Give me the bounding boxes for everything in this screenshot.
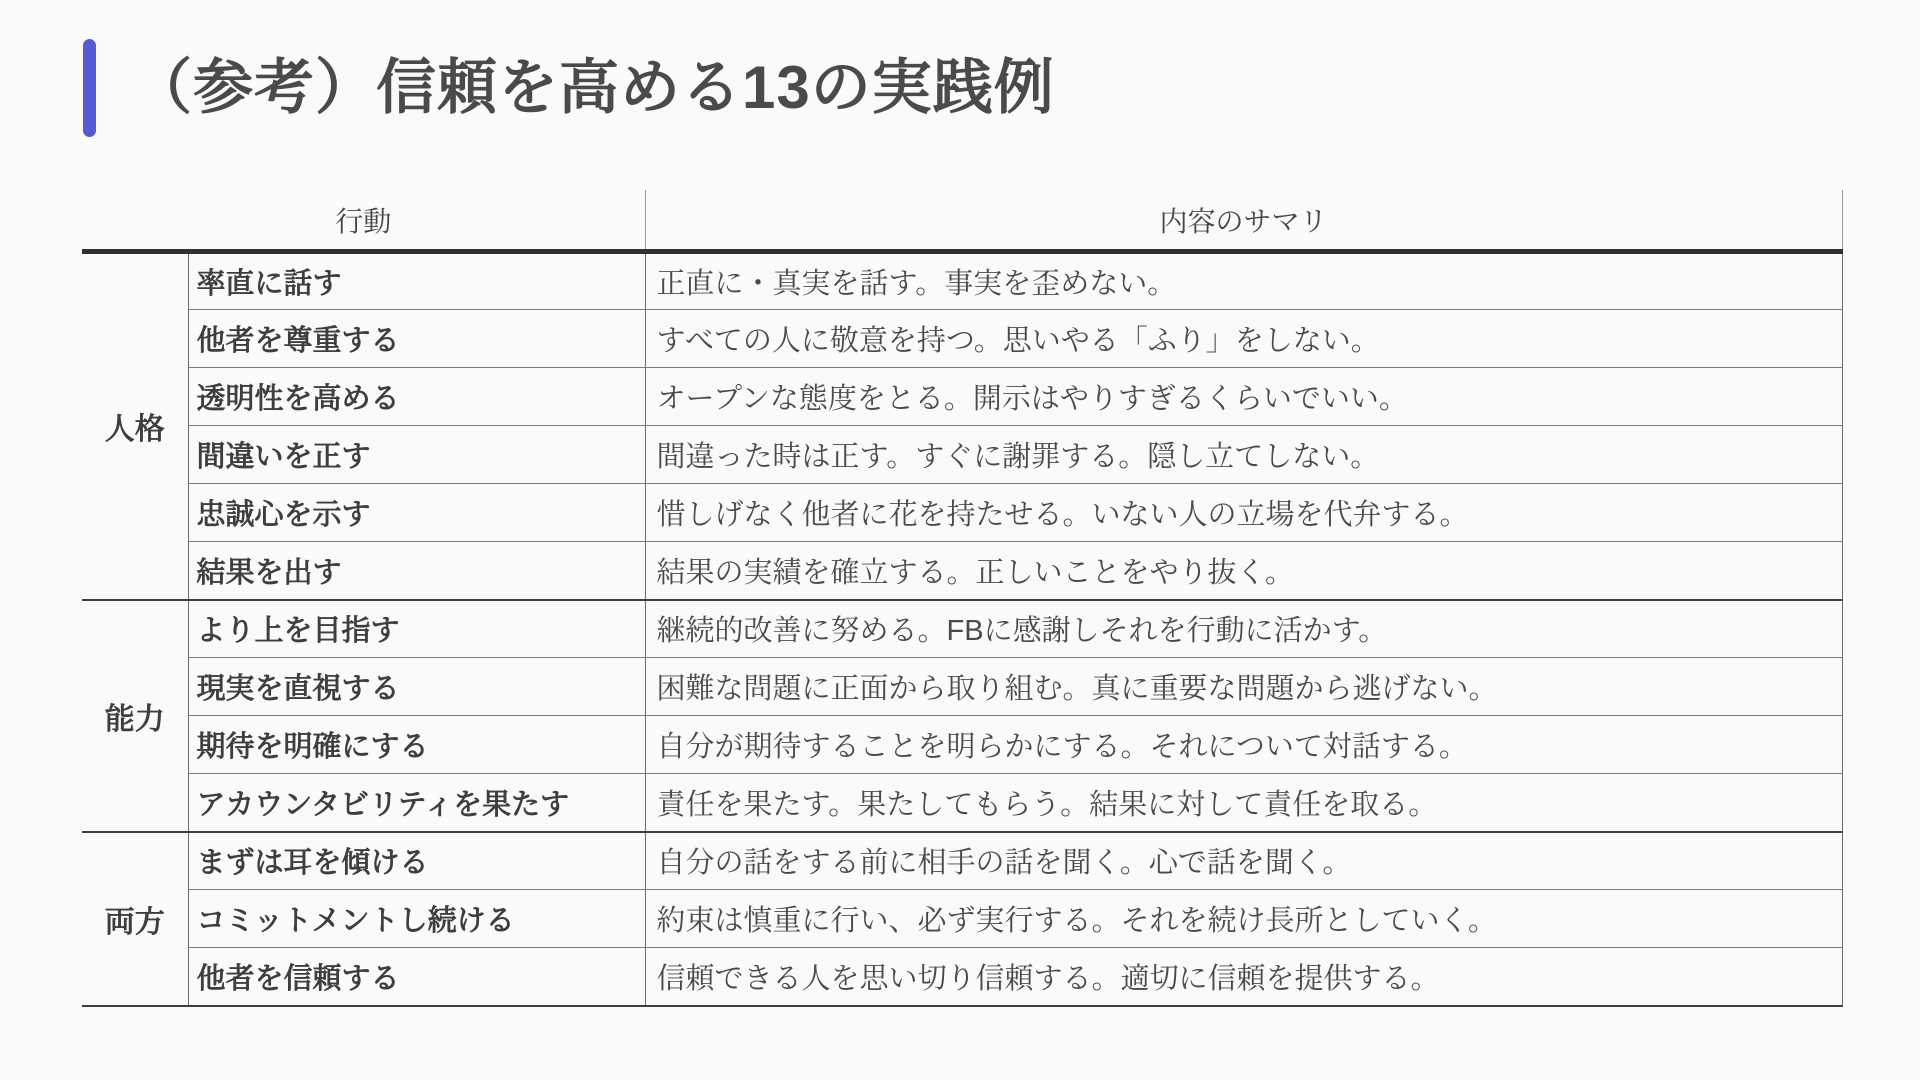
page-title: （参考）信頼を高める13の実践例 <box>132 54 1055 121</box>
action-cell: 率直に話す <box>188 252 645 310</box>
summary-cell: すべての人に敬意を持つ。思いやる「ふり」をしない。 <box>645 310 1842 368</box>
action-cell: アカウンタビリティを果たす <box>188 774 645 832</box>
table-row <box>82 600 1842 658</box>
table-row <box>82 658 1842 716</box>
table-row <box>82 774 1842 832</box>
summary-cell: オープンな態度をとる。開示はやりすぎるくらいでいい。 <box>645 368 1842 426</box>
group-cell-both: 両方 <box>82 832 188 1006</box>
action-cell: 結果を出す <box>188 542 645 600</box>
action-cell: コミットメントし続ける <box>188 890 645 948</box>
action-cell: 期待を明確にする <box>188 716 645 774</box>
summary-cell: 約束は慎重に行い、必ず実行する。それを続け長所としていく。 <box>645 890 1842 948</box>
table-row <box>82 948 1842 1006</box>
table-row <box>82 484 1842 542</box>
summary-cell: 結果の実績を確立する。正しいことをやり抜く。 <box>645 542 1842 600</box>
table-row <box>82 542 1842 600</box>
summary-cell: 自分の話をする前に相手の話を聞く。心で話を聞く。 <box>645 832 1842 890</box>
summary-cell: 惜しげなく他者に花を持たせる。いない人の立場を代弁する。 <box>645 484 1842 542</box>
action-cell: 他者を尊重する <box>188 310 645 368</box>
group-cell-character: 人格 <box>82 252 188 600</box>
table-row <box>82 890 1842 948</box>
action-cell: 他者を信頼する <box>188 948 645 1006</box>
column-header-action: 行動 <box>82 190 645 252</box>
action-cell: 忠誠心を示す <box>188 484 645 542</box>
summary-cell: 正直に・真実を話す。事実を歪めない。 <box>645 252 1842 310</box>
group-cell-ability: 能力 <box>82 600 188 832</box>
column-header-summary: 内容のサマリ <box>645 190 1842 252</box>
summary-cell: 自分が期待することを明らかにする。それについて対話する。 <box>645 716 1842 774</box>
table-row <box>82 252 1842 310</box>
table-row <box>82 310 1842 368</box>
table-row <box>82 368 1842 426</box>
action-cell: 現実を直視する <box>188 658 645 716</box>
summary-cell: 困難な問題に正面から取り組む。真に重要な問題から逃げない。 <box>645 658 1842 716</box>
table-row <box>82 716 1842 774</box>
practices-table <box>82 190 1843 1007</box>
action-cell: より上を目指す <box>188 600 645 658</box>
summary-cell: 継続的改善に努める。FBに感謝しそれを行動に活かす。 <box>645 600 1842 658</box>
title-block <box>83 38 1055 138</box>
action-cell: 透明性を高める <box>188 368 645 426</box>
table-header-row <box>82 190 1842 252</box>
table-row <box>82 832 1842 890</box>
title-accent-bar <box>83 39 96 137</box>
action-cell: 間違いを正す <box>188 426 645 484</box>
action-cell: まずは耳を傾ける <box>188 832 645 890</box>
summary-cell: 信頼できる人を思い切り信頼する。適切に信頼を提供する。 <box>645 948 1842 1006</box>
summary-cell: 責任を果たす。果たしてもらう。結果に対して責任を取る。 <box>645 774 1842 832</box>
table-row <box>82 426 1842 484</box>
summary-cell: 間違った時は正す。すぐに謝罪する。隠し立てしない。 <box>645 426 1842 484</box>
